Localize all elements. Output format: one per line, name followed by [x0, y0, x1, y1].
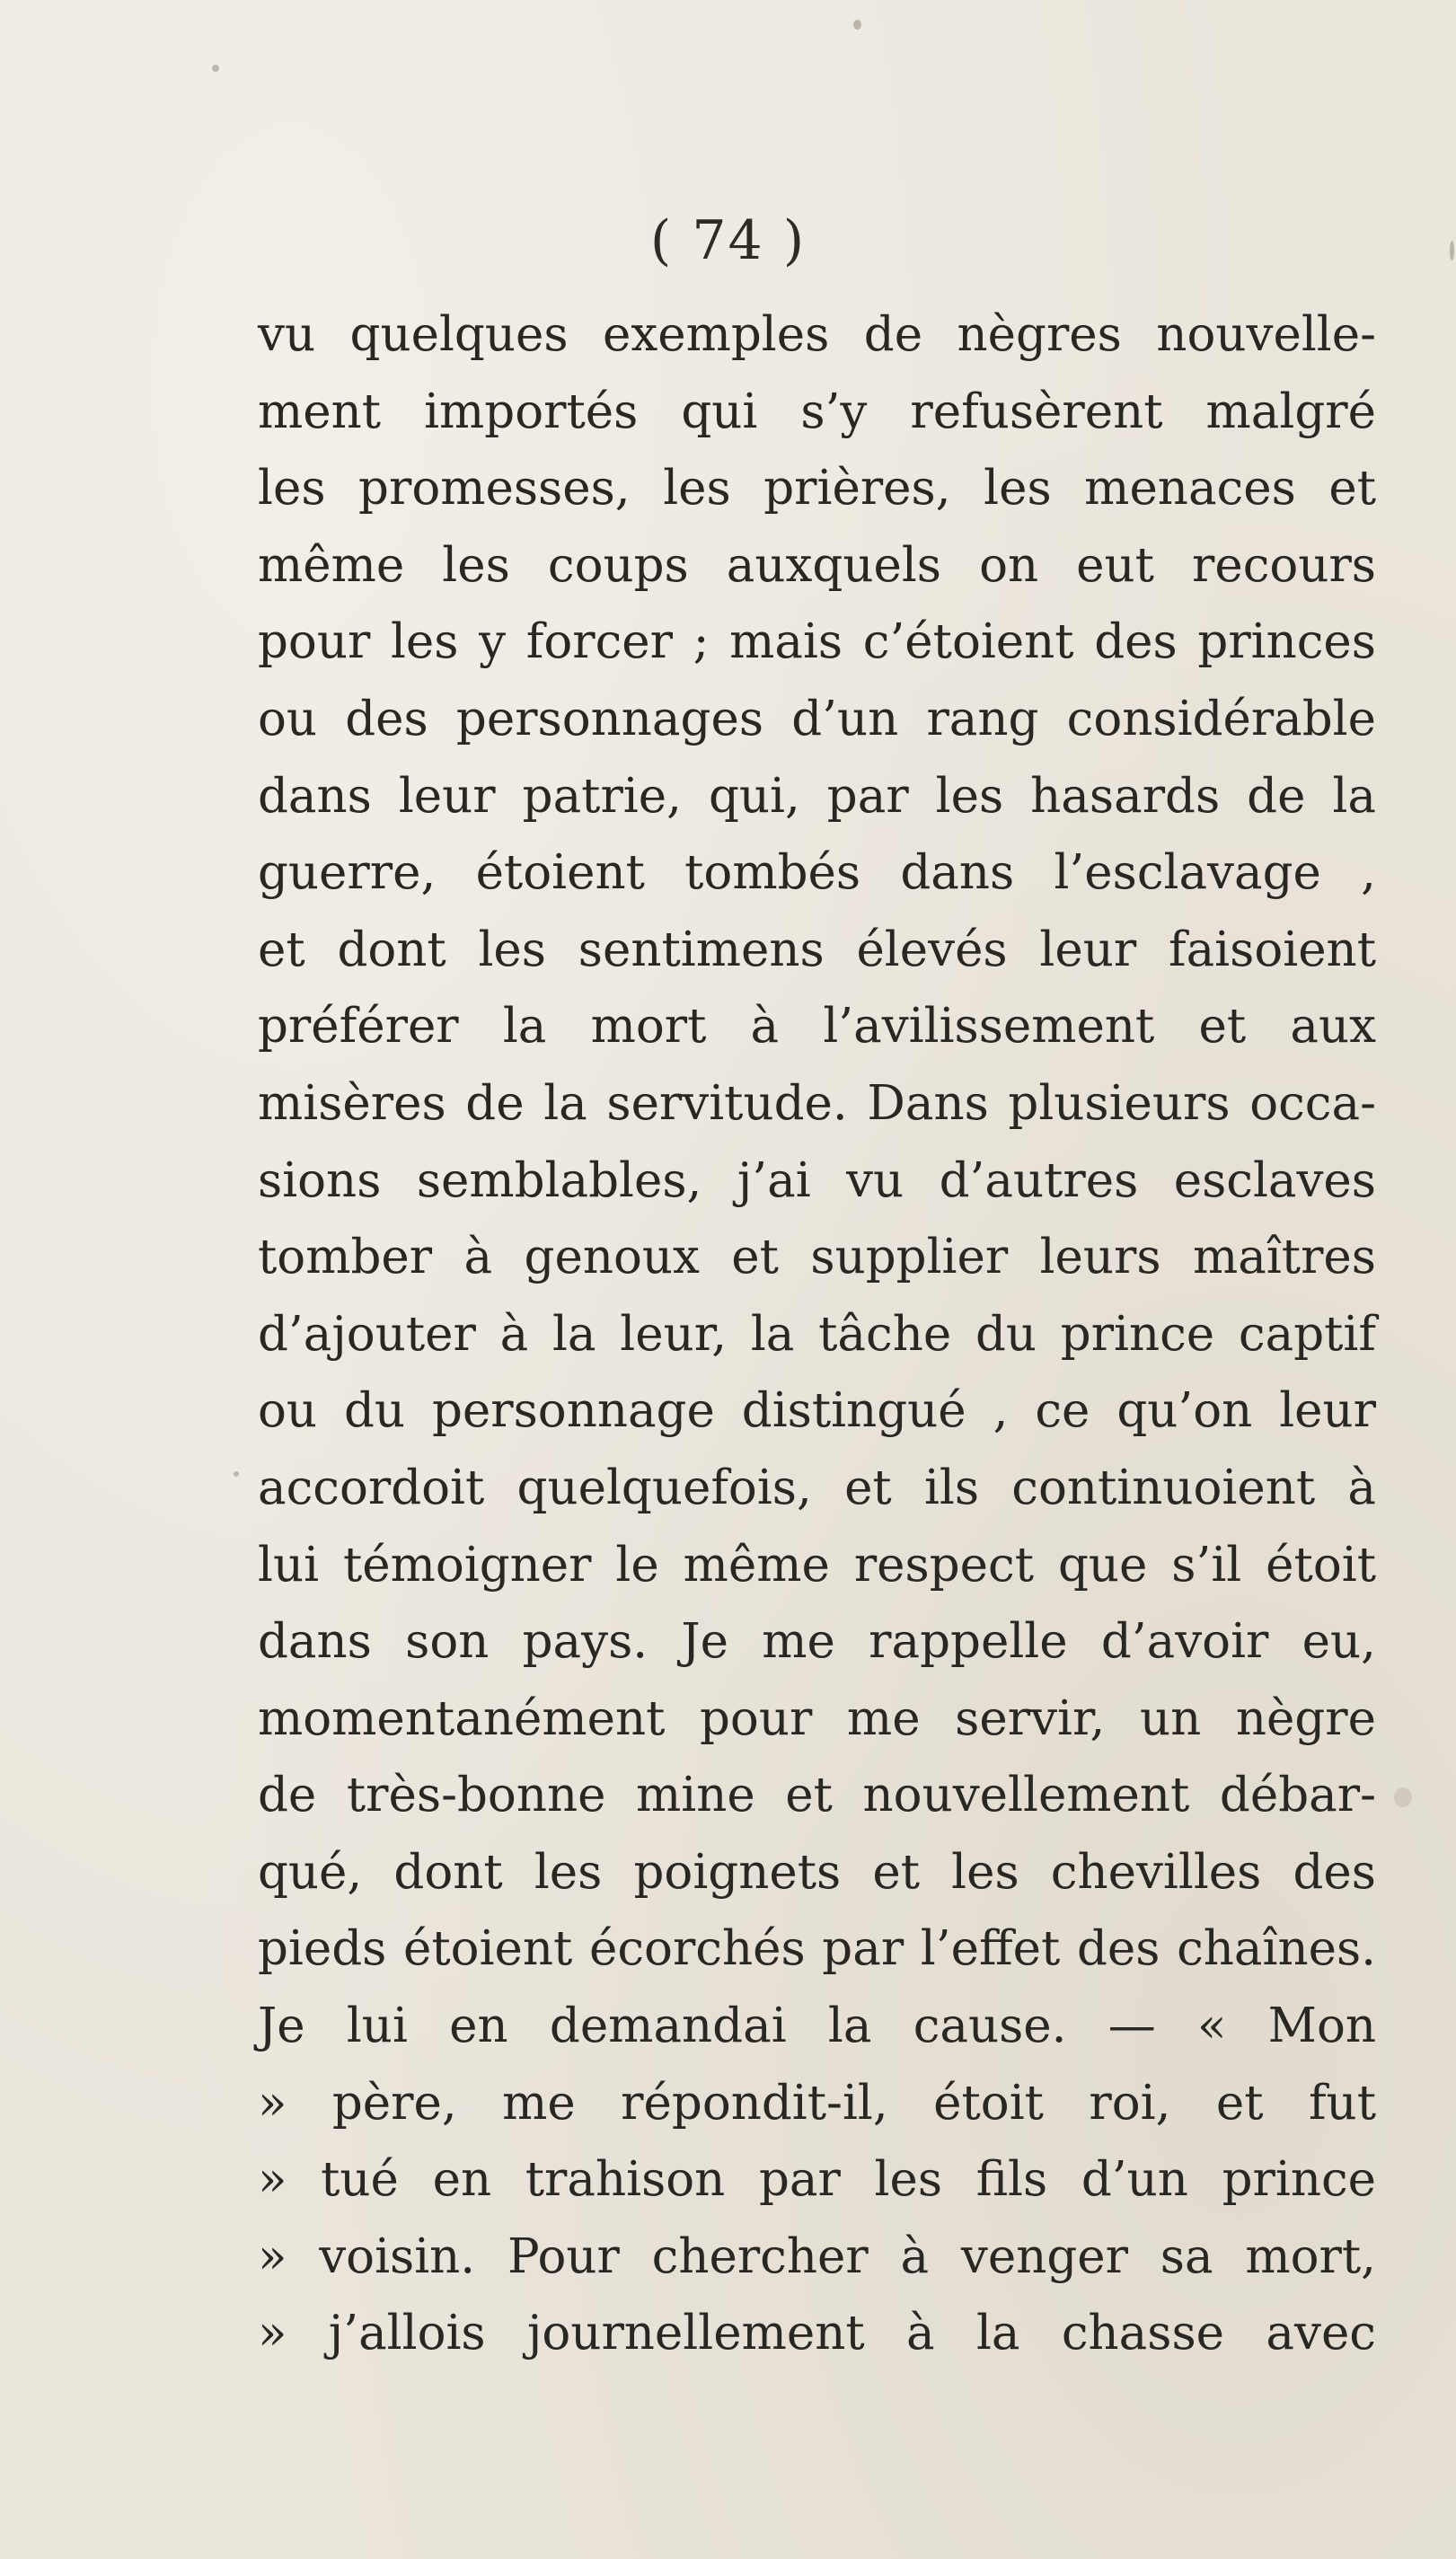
- text-line: dans son pays. Je me rappelle d’avoir eu,: [258, 1614, 1376, 1670]
- paper-speck: [1394, 1787, 1412, 1807]
- text-line: ou des personnages d’un rang considérable: [258, 691, 1376, 746]
- text-line: » voisin. Pour chercher à venger sa mort,: [258, 2228, 1376, 2284]
- text-line: d’ajouter à la leur, la tâche du prince captif: [258, 1306, 1376, 1362]
- text-line: pieds étoient écorchés par l’effet des chaînes.: [258, 1921, 1376, 1977]
- text-line: les promesses, les prières, les menaces et: [258, 461, 1376, 516]
- text-line: pour les y forcer ; mais c’étoient des princes: [258, 614, 1376, 670]
- text-line: misères de la servitude. Dans plusieurs occa-: [258, 1075, 1376, 1131]
- text-line: » j’allois journellement à la chasse avec: [258, 2306, 1376, 2361]
- text-line: sions semblables, j’ai vu d’autres esclaves: [258, 1152, 1376, 1208]
- text-line: vu quelques exemples de nègres nouvelle-: [258, 307, 1376, 362]
- text-line: dans leur patrie, qui, par les hasards de la: [258, 768, 1376, 824]
- text-line: de très-bonne mine et nouvellement débar-: [258, 1768, 1376, 1823]
- text-line: même les coups auxquels on eut recours: [258, 537, 1376, 593]
- text-line: et dont les sentimens élevés leur faisoient: [258, 922, 1376, 977]
- text-line: ou du personnage distingué , ce qu’on leur: [258, 1383, 1376, 1439]
- text-line: » père, me répondit-il, étoit roi, et fut: [258, 2075, 1376, 2131]
- text-line: ment importés qui s’y refusèrent malgré: [258, 384, 1376, 439]
- text-line: préférer la mort à l’avilissement et aux: [258, 999, 1376, 1054]
- text-line: tomber à genoux et supplier leurs maîtres: [258, 1230, 1376, 1285]
- text-line: momentanément pour me servir, un nègre: [258, 1690, 1376, 1746]
- text-line: lui témoigner le même respect que s’il étoit: [258, 1537, 1376, 1593]
- page-number: ( 74 ): [649, 209, 807, 272]
- text-line: » tué en trahison par les fils d’un prince: [258, 2152, 1376, 2208]
- text-line: guerre, étoient tombés dans l’esclavage ,: [258, 845, 1376, 901]
- text-line: qué, dont les poignets et les chevilles des: [258, 1844, 1376, 1900]
- text-line: accordoit quelquefois, et ils continuoient à: [258, 1460, 1376, 1515]
- paper-speck: [1450, 241, 1454, 260]
- body-text: [258, 296, 1376, 2372]
- paper-speck: [234, 1471, 239, 1477]
- paper-speck: [212, 65, 219, 72]
- paper-speck: [853, 20, 861, 30]
- text-line: Je lui en demandai la cause. — « Mon: [258, 1999, 1376, 2054]
